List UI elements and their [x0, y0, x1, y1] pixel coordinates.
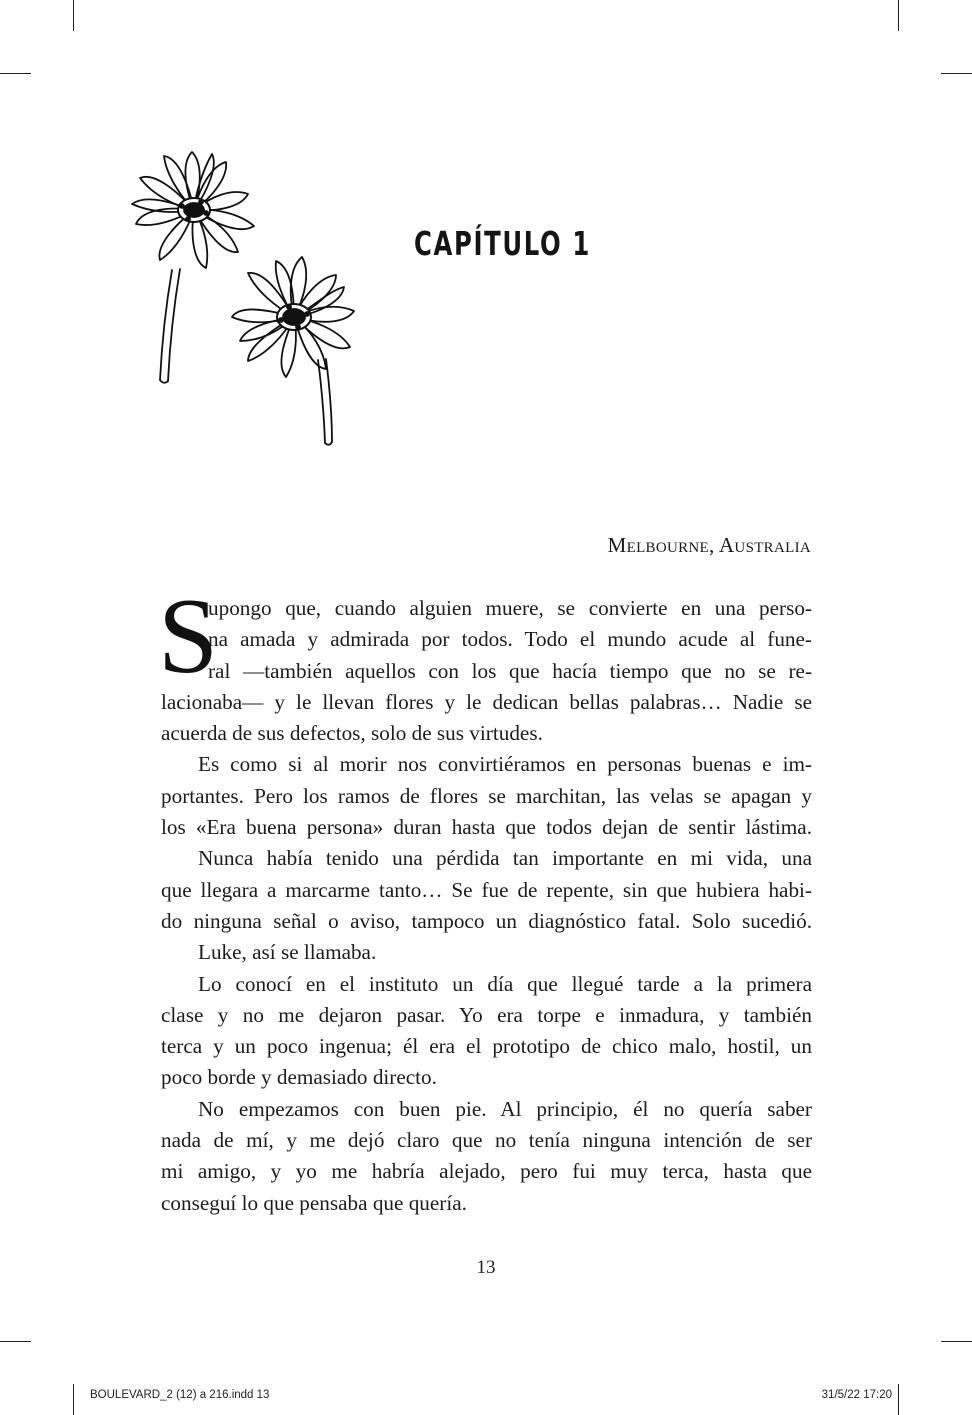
text-line: No empezamos con buen pie. Al principio, él no quería saber — [198, 1096, 812, 1121]
text-line: do ninguna señal o aviso, tampoco un diagnóstico fatal. Solo sucedió. — [161, 908, 812, 933]
text-line: conseguí lo que pensaba que quería. — [161, 1190, 467, 1215]
text-line: na amada y admirada por todos. Todo el mundo acude al fune- — [208, 627, 812, 652]
text-line: Luke, así se llamaba. — [198, 940, 377, 965]
crop-mark — [73, 1384, 74, 1415]
print-slug-file: BOULEVARD_2 (12) a 216.indd 13 — [90, 1389, 270, 1401]
text-line: terca y un poco ingenua; él era el prototipo de chico malo, hostil, un — [161, 1034, 812, 1059]
paragraph — [161, 937, 812, 968]
paragraph — [161, 749, 812, 843]
drop-cap: S — [158, 577, 219, 696]
crop-mark — [941, 73, 972, 74]
crop-mark — [898, 0, 899, 31]
text-line: mi amigo, y yo me habría alejado, pero fui muy terca, hasta que — [161, 1159, 812, 1184]
text-line: Nunca había tenido una pérdida tan importante en mi vida, una — [198, 846, 812, 871]
text-line: que llegara a marcarme tanto… Se fue de repente, sin que hubiera habi- — [161, 877, 812, 902]
chapter-title: CAPÍTULO 1 — [414, 224, 592, 263]
print-slug-date: 31/5/22 17:20 — [821, 1389, 892, 1401]
text-line: Lo conocí en el instituto un día que llegué tarde a la primera — [198, 971, 812, 996]
page-number: 13 — [476, 1257, 496, 1278]
daisy-flowers-illustration — [122, 145, 392, 455]
text-line: portantes. Pero los ramos de flores se marchitan, las velas se apagan y — [161, 783, 812, 808]
paragraph — [161, 1094, 812, 1219]
crop-mark — [73, 0, 74, 31]
text-line: lacionaba— y le llevan flores y le dedican bellas palabras… Nadie se — [161, 689, 812, 714]
crop-mark — [941, 1341, 972, 1342]
location-heading: Melbourne, Australia — [607, 533, 811, 557]
text-line: ral —también aquellos con los que hacía tiempo que no se re- — [208, 658, 812, 683]
text-line: clase y no me dejaron pasar. Yo era torpe e inmadura, y también — [161, 1002, 812, 1027]
text-line: upongo que, cuando alguien muere, se convierte en una perso- — [208, 596, 812, 620]
text-line: nada de mí, y me dejó claro que no tenía ninguna intención de ser — [161, 1128, 812, 1153]
text-line: los «Era buena persona» duran hasta que todos dejan de sentir lástima. — [161, 815, 812, 840]
paragraph — [161, 843, 812, 937]
text-line: acuerda de sus defectos, solo de sus virtudes. — [161, 721, 543, 746]
paragraph — [161, 593, 812, 749]
text-line: poco borde y demasiado directo. — [161, 1065, 437, 1090]
paragraph — [161, 969, 812, 1094]
crop-mark — [0, 73, 31, 74]
crop-mark — [898, 1384, 899, 1415]
chapter-body — [161, 593, 812, 1219]
text-line: Es como si al morir nos convirtiéramos en personas buenas e im- — [198, 752, 812, 777]
crop-mark — [0, 1341, 31, 1342]
